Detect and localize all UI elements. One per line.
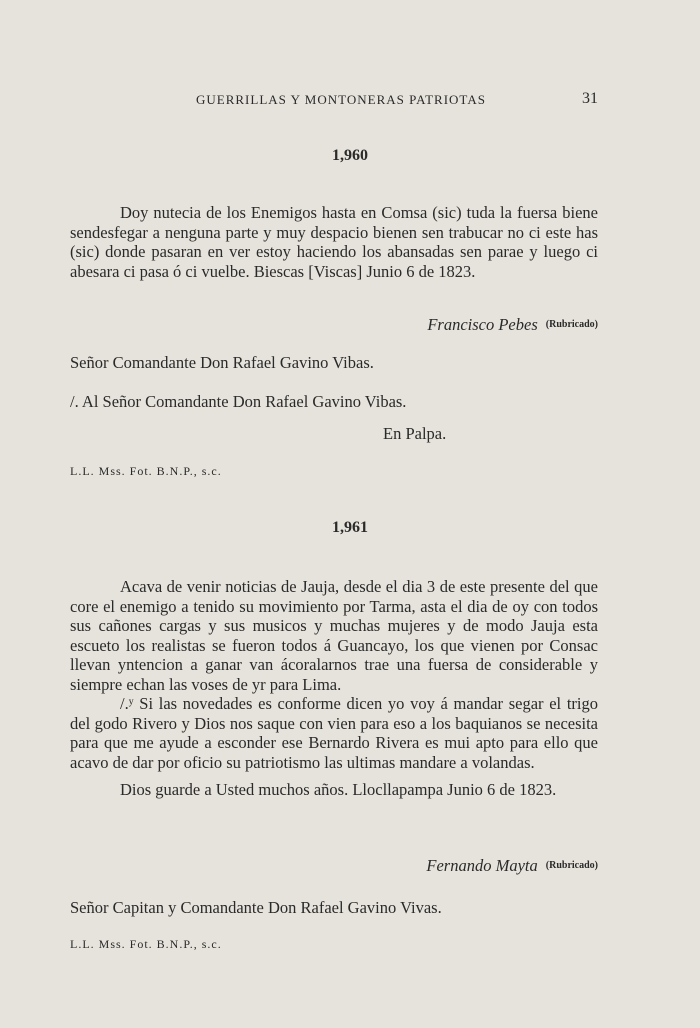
page-number: 31 xyxy=(582,90,598,107)
paragraph: Dios guarde a Usted muchos años. Llocllapampa Junio 6 de 1823. xyxy=(120,780,557,799)
paragraph: Acava de venir noticias de Jauja, desde el dia 3 de este presente del que core el enemigo a tenido su movimiento por Tarma, asta el dia de oy con todos sus cañones cargas y sus musicos y muchas mujeres y de modo Jauja esta escueto los realistas se fueron todos á Guancayo, los que vienen por Consac llevan yntencion a ganar van ácoralarnos trae una fuersa de considerable y siempre echan las voses de yr para Lima. xyxy=(70,577,598,694)
document-body xyxy=(70,203,598,281)
paragraph: Doy nutecia de los Enemigos hasta en Comsa (sic) tuda la fuersa biene sendesfegar a nenguna parte y muy despacio bienen sen trabucar no ci este has (sic) donde pasaran en ver estoy haciendo los abansadas sen parae y luego ci abesara ci pasa ó ci vuelbe. Biescas [Viscas] Junio 6 de 1823. xyxy=(70,203,598,281)
signature-name: Francisco Pebes xyxy=(427,315,538,334)
signature xyxy=(426,856,598,876)
place: En Palpa. xyxy=(383,424,447,443)
addressee: Señor Comandante Don Rafael Gavino Vibas. xyxy=(70,353,374,372)
addressee: Señor Capitan y Comandante Don Rafael Gavino Vivas. xyxy=(70,898,442,917)
source-reference: L.L. Mss. Fot. B.N.P., s.c. xyxy=(70,937,222,951)
signature xyxy=(427,315,598,335)
rubric-note: (Rubricado) xyxy=(545,319,598,330)
signature-name: Fernando Mayta xyxy=(426,856,538,875)
envelope-address: /. Al Señor Comandante Don Rafael Gavino Vibas. xyxy=(70,392,407,411)
running-title: GUERRILLAS Y MONTONERAS PATRIOTAS xyxy=(196,92,486,107)
document-body xyxy=(70,577,598,800)
document-number: 1,961 xyxy=(332,519,368,536)
source-reference: L.L. Mss. Fot. B.N.P., s.c. xyxy=(70,464,222,478)
document-number: 1,960 xyxy=(332,147,368,164)
paragraph: /.ʸ Si las novedades es conforme dicen yo voy á mandar segar el trigo del godo Rivero y Dios nos saque con vien para eso a los baquianos se necesita para que me ayude a esconder ese Bernardo Rivera es mui apto para ello que acavo de dar por oficio su patriotismo las ultimas mandare a volandas. xyxy=(70,694,598,772)
rubric-note: (Rubricado) xyxy=(545,860,598,871)
